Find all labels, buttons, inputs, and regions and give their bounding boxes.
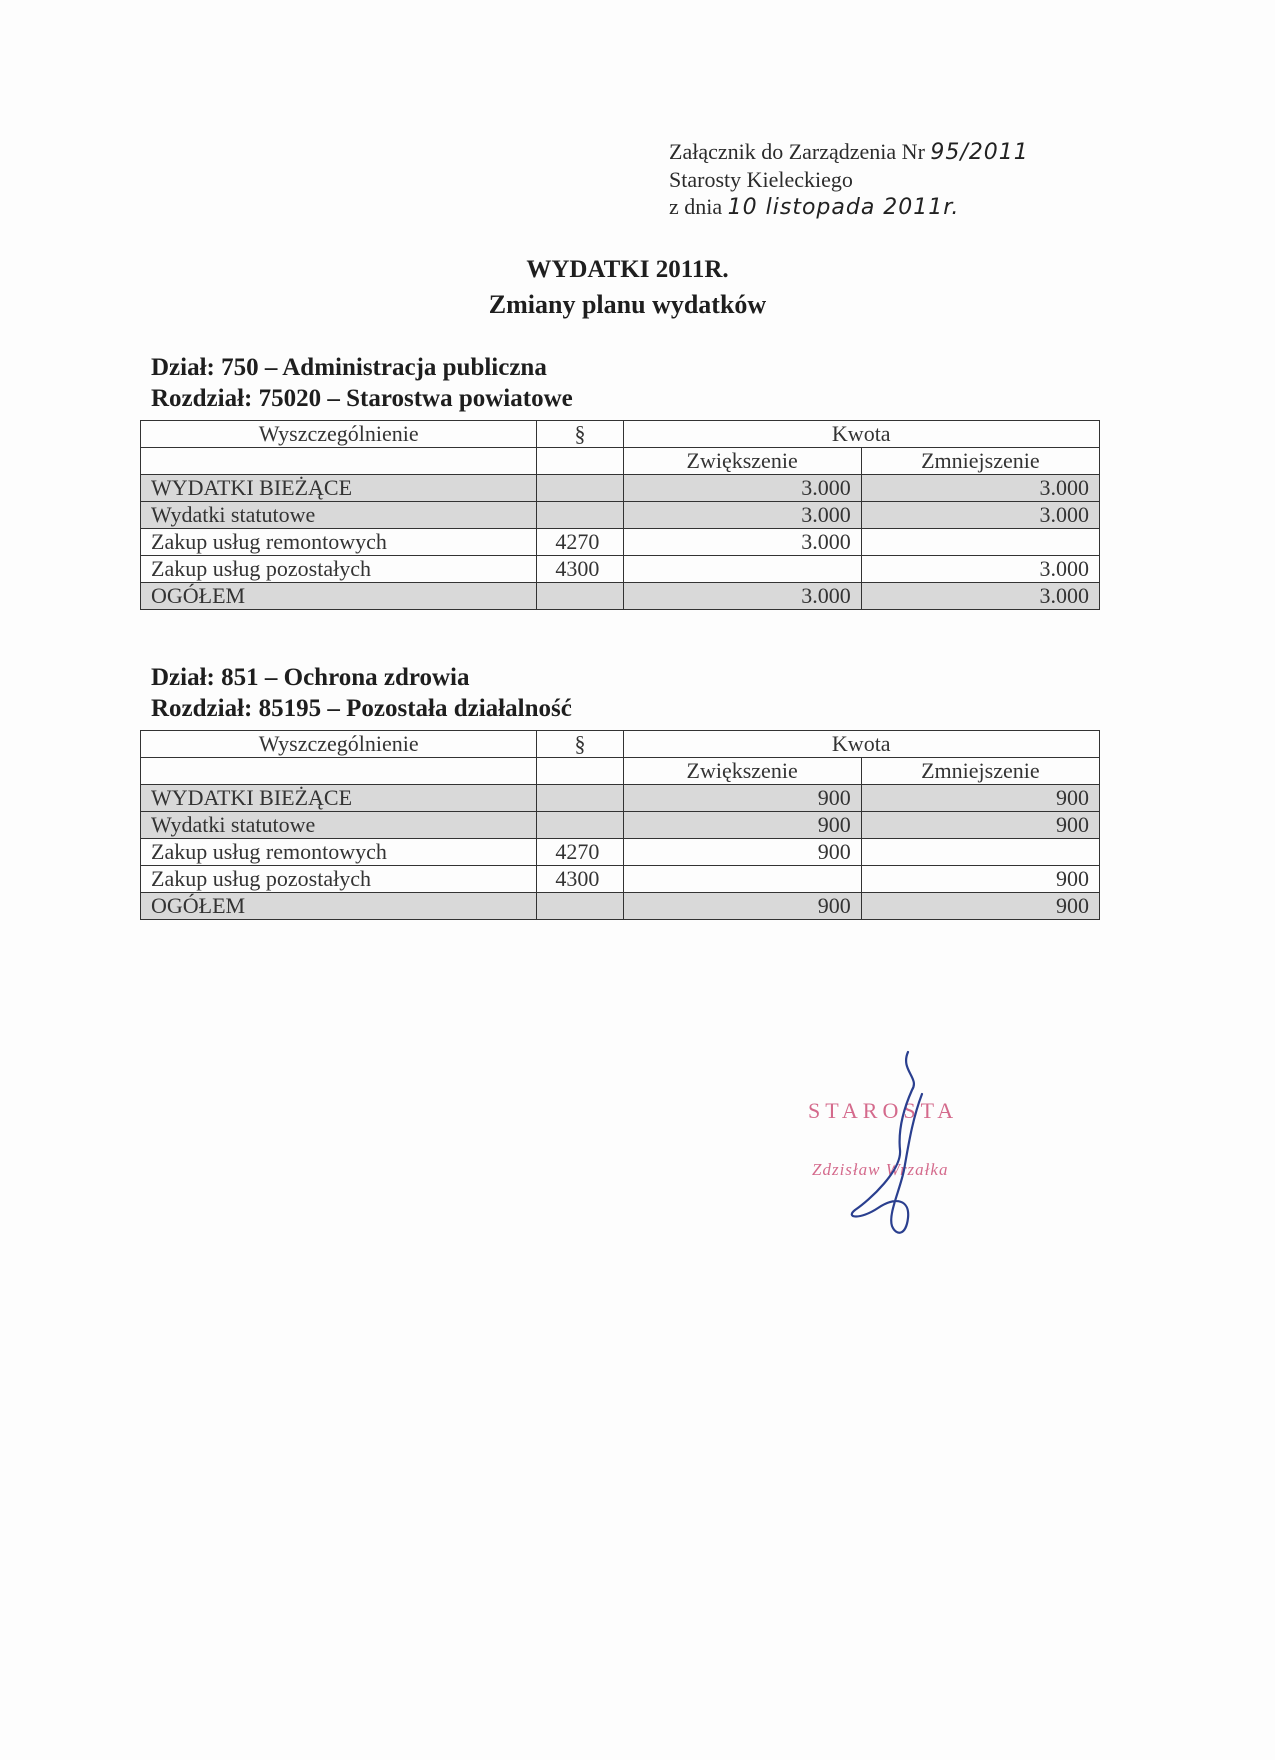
table-row <box>141 529 1100 556</box>
header-cell-paragraph: § <box>537 731 623 758</box>
annex-note <box>669 138 1029 221</box>
annex-line-3 <box>669 193 1029 221</box>
subheader-decrease: Zmniejszenie <box>861 758 1099 785</box>
annex-date-handwritten: 10 listopada 2011r. <box>727 195 960 220</box>
table-row <box>141 785 1100 812</box>
row-paragraph: 4300 <box>537 556 623 583</box>
row-paragraph <box>537 583 623 610</box>
row-decrease <box>861 529 1099 556</box>
annex-line-2: Starosty Kieleckiego <box>669 167 853 192</box>
table-row-total <box>141 893 1100 920</box>
row-label: WYDATKI BIEŻĄCE <box>141 475 537 502</box>
stamp-title: STAROSTA <box>808 1098 959 1123</box>
section-2-heading <box>151 662 572 724</box>
row-paragraph: 4300 <box>537 866 623 893</box>
subheader-increase: Zwiększenie <box>623 758 861 785</box>
annex-line-1-prefix: Załącznik do Zarządzenia Nr <box>669 139 925 164</box>
subheader-empty-cell <box>537 758 623 785</box>
header-cell-amount: Kwota <box>623 731 1099 758</box>
annex-number-handwritten: 95/2011 <box>930 140 1029 165</box>
official-stamp <box>800 1050 1100 1250</box>
header-cell-paragraph: § <box>537 421 623 448</box>
row-label: WYDATKI BIEŻĄCE <box>141 785 537 812</box>
row-increase: 3.000 <box>623 529 861 556</box>
document-title: WYDATKI 2011R. <box>526 256 729 283</box>
section-1-table <box>140 420 1100 610</box>
row-increase: 3.000 <box>623 475 861 502</box>
row-decrease: 3.000 <box>861 475 1099 502</box>
subheader-empty-cell <box>141 758 537 785</box>
section-2-rozdzial: Rozdział: 85195 – Pozostała działalność <box>151 695 572 722</box>
row-paragraph <box>537 785 623 812</box>
table-row <box>141 812 1100 839</box>
subheader-increase: Zwiększenie <box>623 448 861 475</box>
row-decrease: 3.000 <box>861 583 1099 610</box>
row-paragraph <box>537 893 623 920</box>
row-decrease: 900 <box>861 893 1099 920</box>
row-increase: 3.000 <box>623 583 861 610</box>
section-1-heading <box>151 352 573 414</box>
annex-line-1 <box>669 138 1029 166</box>
row-decrease: 900 <box>861 866 1099 893</box>
section-1-dzial: Dział: 750 – Administracja publiczna <box>151 354 547 381</box>
table-row <box>141 839 1100 866</box>
header-cell-description: Wyszczególnienie <box>141 731 537 758</box>
row-paragraph <box>537 502 623 529</box>
table-subheader-row <box>141 758 1100 785</box>
row-paragraph <box>537 475 623 502</box>
row-label: Wydatki statutowe <box>141 812 537 839</box>
row-paragraph <box>537 812 623 839</box>
document-subtitle: Zmiany planu wydatków <box>488 290 767 319</box>
stamp-name: Zdzisław Wrzałka <box>812 1160 949 1179</box>
row-increase: 900 <box>623 785 861 812</box>
section-2-table <box>140 730 1100 920</box>
row-increase: 900 <box>623 812 861 839</box>
section-1-rozdzial: Rozdział: 75020 – Starostwa powiatowe <box>151 385 573 412</box>
row-decrease: 3.000 <box>861 502 1099 529</box>
row-decrease <box>861 839 1099 866</box>
row-increase: 3.000 <box>623 502 861 529</box>
row-paragraph: 4270 <box>537 529 623 556</box>
table-row-total <box>141 583 1100 610</box>
table-header-row <box>141 421 1100 448</box>
row-label: OGÓŁEM <box>141 583 537 610</box>
row-label: OGÓŁEM <box>141 893 537 920</box>
subheader-decrease: Zmniejszenie <box>861 448 1099 475</box>
table-row <box>141 866 1100 893</box>
row-label: Zakup usług remontowych <box>141 529 537 556</box>
header-cell-amount: Kwota <box>623 421 1099 448</box>
table-row <box>141 502 1100 529</box>
row-paragraph: 4270 <box>537 839 623 866</box>
row-label: Zakup usług pozostałych <box>141 556 537 583</box>
row-label: Zakup usług pozostałych <box>141 866 537 893</box>
row-decrease: 3.000 <box>861 556 1099 583</box>
row-decrease: 900 <box>861 812 1099 839</box>
header-cell-description: Wyszczególnienie <box>141 421 537 448</box>
row-increase <box>623 866 861 893</box>
row-increase: 900 <box>623 893 861 920</box>
table-row <box>141 556 1100 583</box>
table-row <box>141 475 1100 502</box>
subheader-empty-cell <box>141 448 537 475</box>
section-2-dzial: Dział: 851 – Ochrona zdrowia <box>151 664 470 691</box>
row-increase: 900 <box>623 839 861 866</box>
row-increase <box>623 556 861 583</box>
subheader-empty-cell <box>537 448 623 475</box>
annex-line-3-prefix: z dnia <box>669 194 723 219</box>
table-header-row <box>141 731 1100 758</box>
row-label: Wydatki statutowe <box>141 502 537 529</box>
handwritten-signature <box>800 1050 1100 1250</box>
row-label: Zakup usług remontowych <box>141 839 537 866</box>
table-subheader-row <box>141 448 1100 475</box>
row-decrease: 900 <box>861 785 1099 812</box>
